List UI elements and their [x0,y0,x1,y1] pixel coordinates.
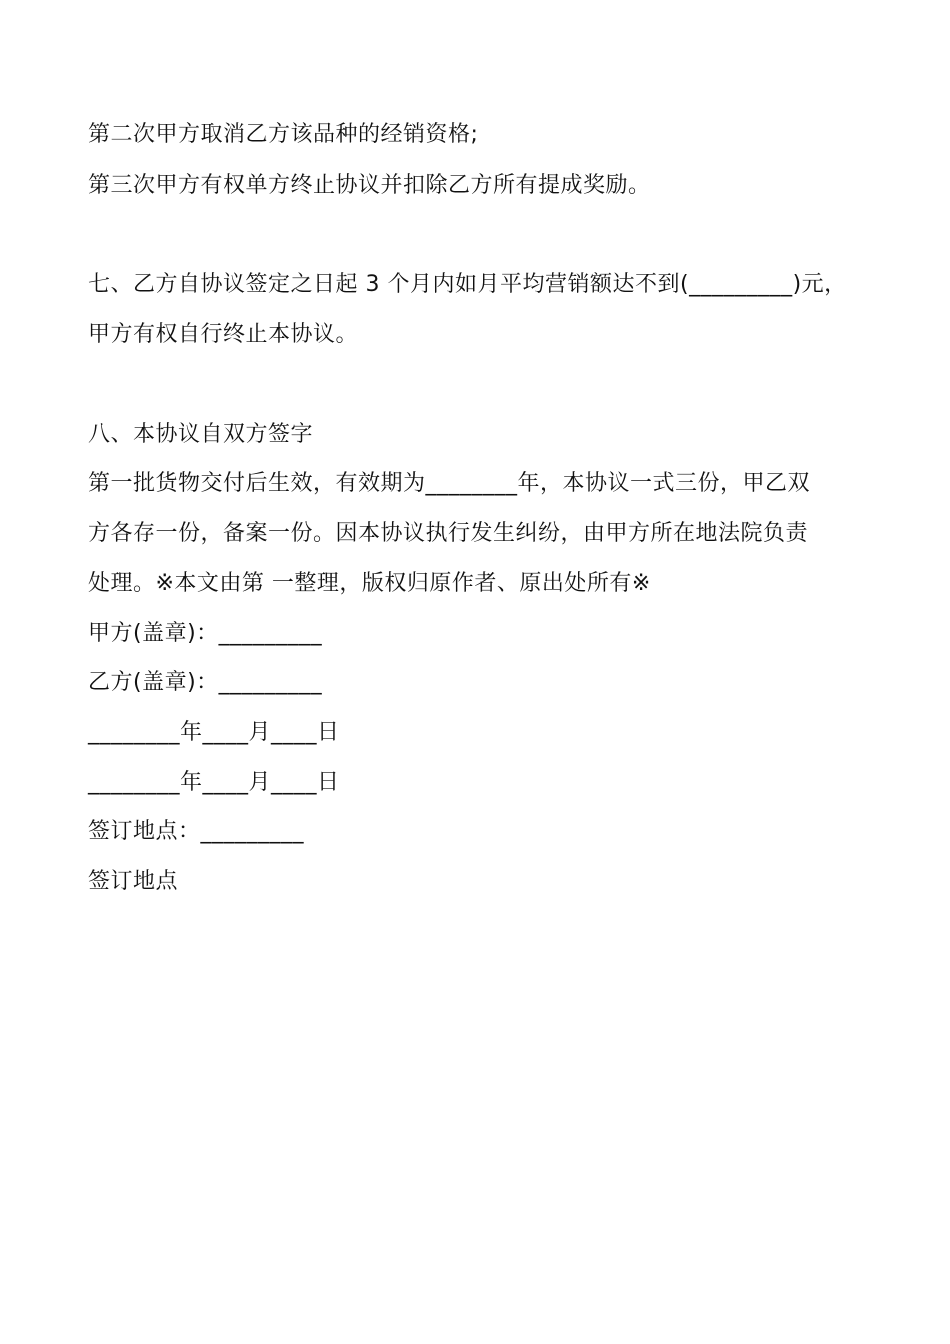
clause-eight-line-1: 第一批货物交付后生效，有效期为________年，本协议一式三份，甲乙双 [88,471,811,496]
date-line-2: ________年____月____日 [88,770,340,795]
clause-seven-line-2: 甲方有权自行终止本协议。 [88,322,359,347]
clause-eight-heading: 八、本协议自双方签字 [88,422,314,447]
date-line-1: ________年____月____日 [88,720,340,745]
clause-eight-line-2: 方各存一份，备案一份。因本协议执行发生纠纷，由甲方所在地法院负责 [88,521,809,546]
paragraph-third-offense: 第三次甲方有权单方终止协议并扣除乙方所有提成奖励。 [88,173,651,198]
party-b-seal: 乙方(盖章)：_________ [88,670,323,695]
signing-location-label: 签订地点 [88,869,179,894]
clause-seven-line-1: 七、乙方自协议签定之日起 3 个月内如月平均营销额达不到(_________)元， [88,272,847,297]
party-a-seal: 甲方(盖章)：_________ [88,621,323,646]
signing-location-field: 签订地点：_________ [88,819,305,844]
paragraph-second-offense: 第二次甲方取消乙方该品种的经销资格; [88,122,479,147]
clause-eight-line-3: 处理。※本文由第 一整理，版权归原作者、原出处所有※ [88,571,651,596]
